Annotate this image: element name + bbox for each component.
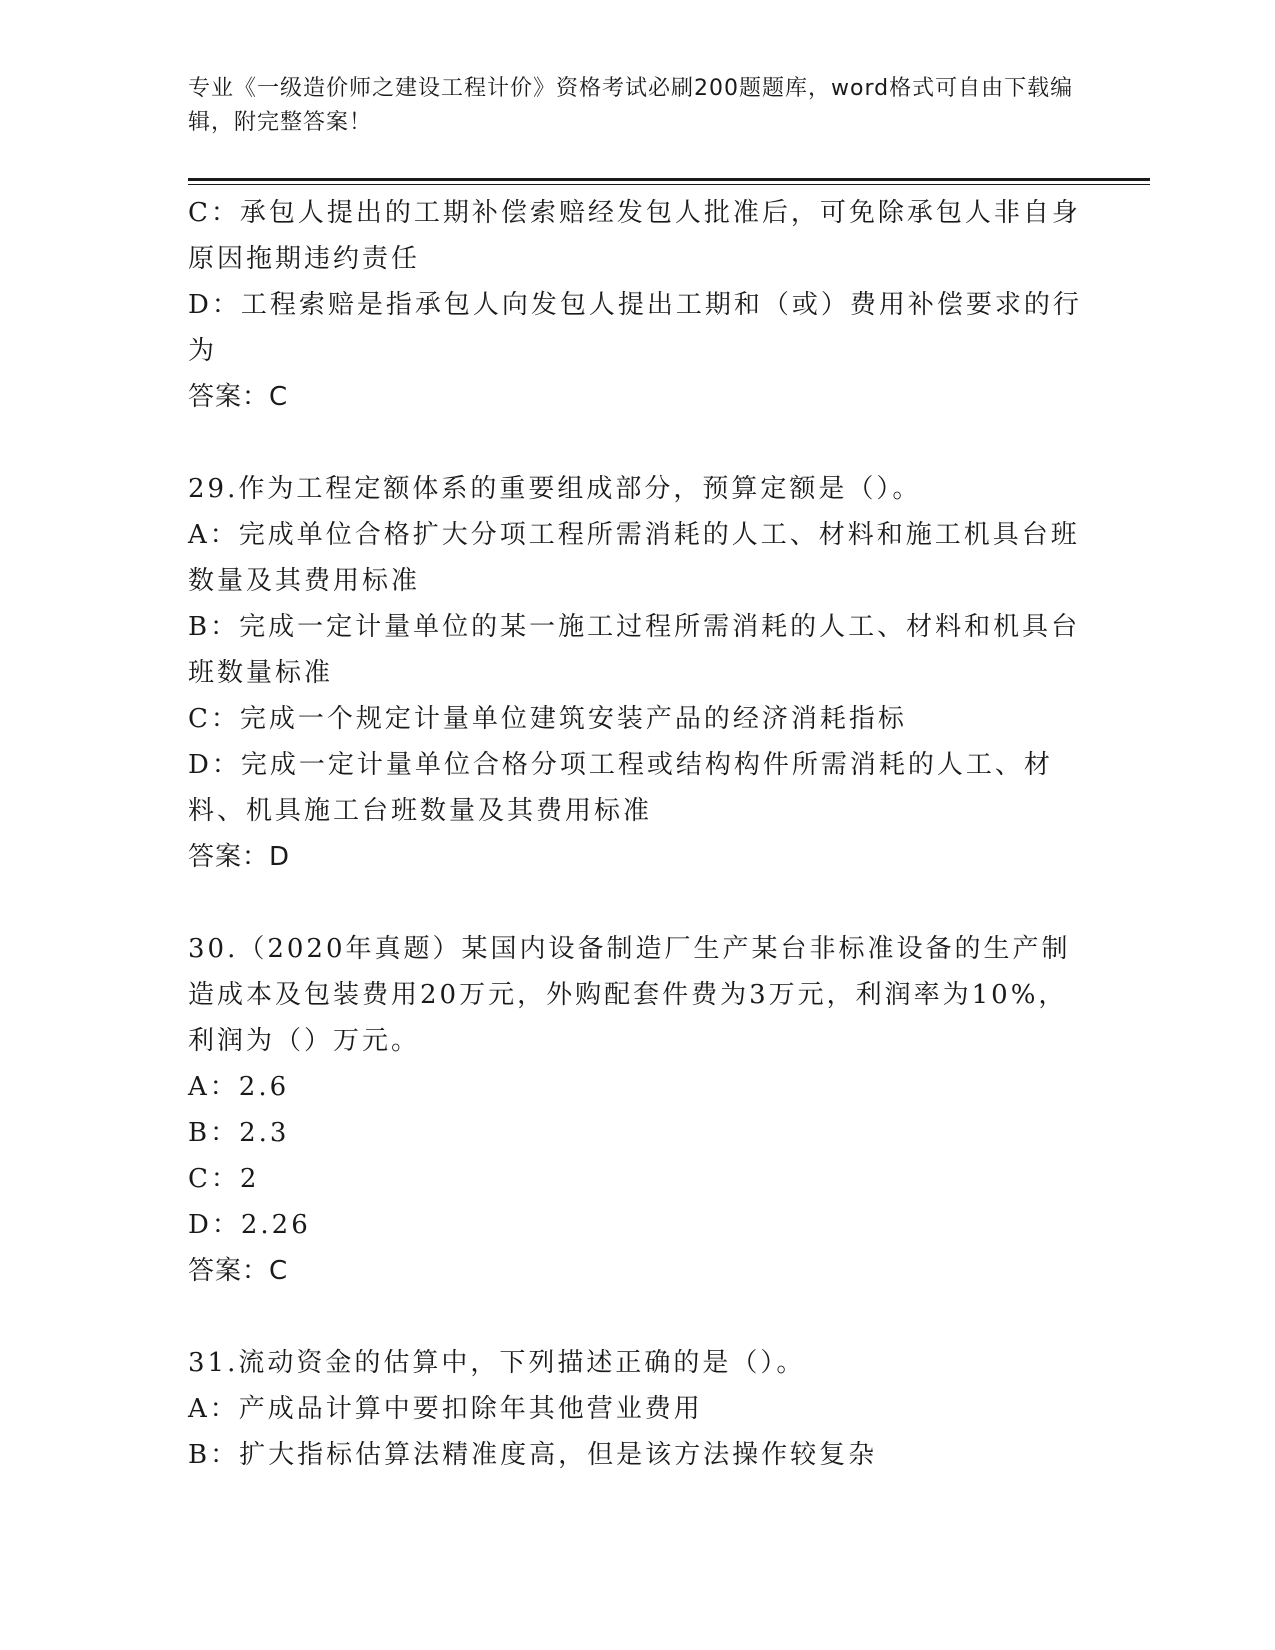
spacer (188, 420, 1088, 466)
option-d: D：完成一定计量单位合格分项工程或结构构件所需消耗的人工、材料、机具施工台班数量及其费用标准 (188, 750, 1053, 826)
question-stem: 30.（2020年真题）某国内设备制造厂生产某台非标准设备的生产制造成本及包装费用20万元，外购配套件费为3万元，利润率为10%，利润为（）万元。 (188, 934, 1071, 1056)
option-d: D：工程索赔是指承包人向发包人提出工期和（或）费用补偿要求的行为 (188, 290, 1082, 366)
option-a: A：完成单位合格扩大分项工程所需消耗的人工、材料和施工机具台班数量及其费用标准 (188, 520, 1080, 596)
question-block (188, 926, 1088, 1294)
option-b: B：2.3 (188, 1118, 290, 1148)
header-rule-thick (188, 178, 1150, 181)
option-c: C：承包人提出的工期补偿索赔经发包人批准后，可免除承包人非自身原因拖期违约责任 (188, 198, 1081, 274)
document-header: 专业《一级造价师之建设工程计价》资格考试必刷200题题库，word格式可自由下载编辑，附完整答案！ (188, 76, 1074, 135)
question-block (188, 190, 1088, 420)
option-c: C：完成一个规定计量单位建筑安装产品的经济消耗指标 (188, 704, 907, 734)
answer-line: 答案：C (188, 382, 289, 412)
spacer (188, 1294, 1088, 1340)
answer-line: 答案：D (188, 842, 291, 872)
question-stem: 29.作为工程定额体系的重要组成部分，预算定额是（）。 (188, 474, 922, 504)
option-a: A：2.6 (188, 1072, 290, 1102)
option-b: B：完成一定计量单位的某一施工过程所需消耗的人工、材料和机具台班数量标准 (188, 612, 1081, 688)
spacer (188, 880, 1088, 926)
option-c: C：2 (188, 1164, 260, 1194)
header-rule-thin (188, 184, 1150, 185)
question-block (188, 1340, 1088, 1478)
question-list (188, 190, 1088, 1478)
option-b: B：扩大指标估算法精准度高，但是该方法操作较复杂 (188, 1440, 878, 1470)
question-block (188, 466, 1088, 880)
option-a: A：产成品计算中要扣除年其他营业费用 (188, 1394, 703, 1424)
option-d: D：2.26 (188, 1210, 311, 1240)
question-stem: 31.流动资金的估算中，下列描述正确的是（）。 (188, 1348, 806, 1378)
answer-line: 答案：C (188, 1256, 289, 1286)
